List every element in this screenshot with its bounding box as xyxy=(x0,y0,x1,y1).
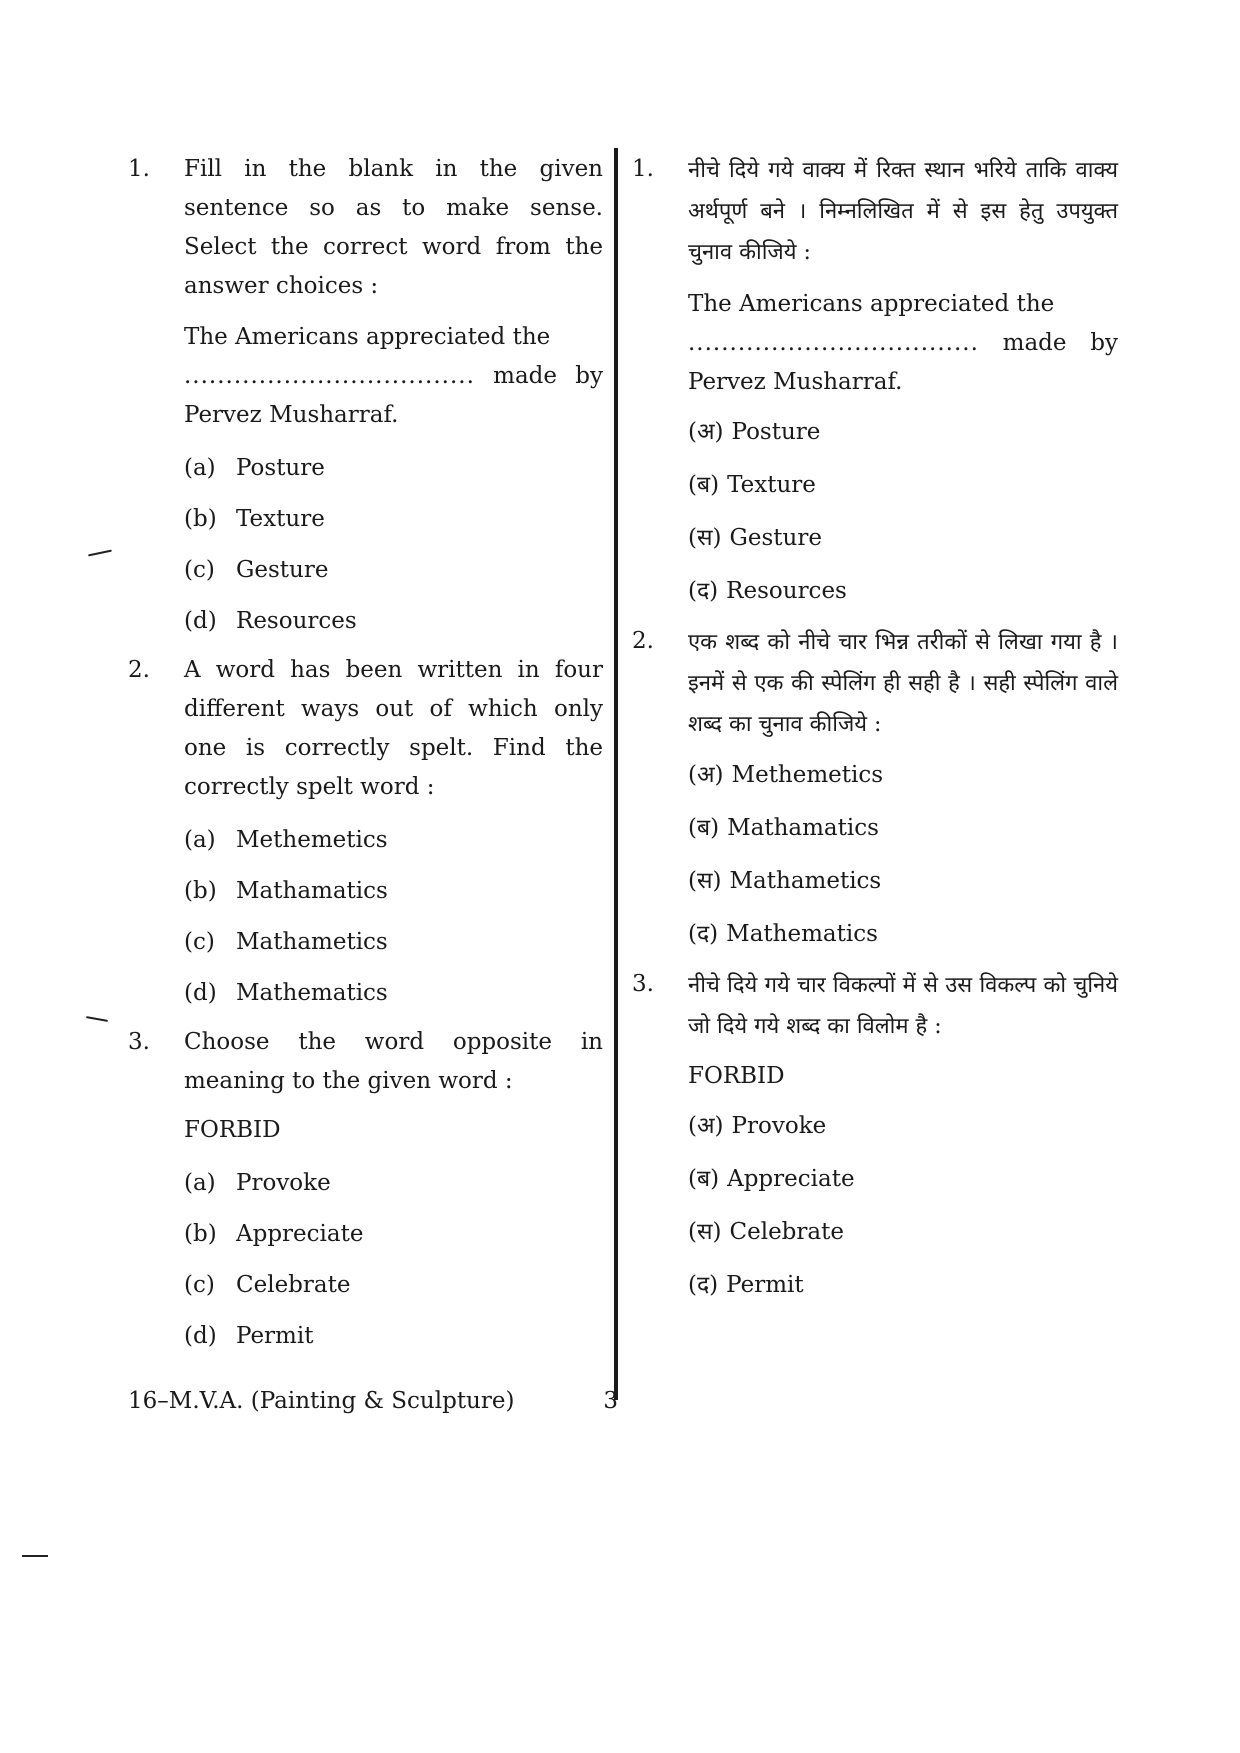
question-2-hi xyxy=(632,622,1118,961)
option-a xyxy=(688,1100,1118,1153)
option-label: (ब) xyxy=(688,472,720,498)
question-number: 2. xyxy=(632,628,654,654)
question-3-en xyxy=(128,1023,603,1362)
option-text: Celebrate xyxy=(729,1219,844,1245)
option-text: Posture xyxy=(236,455,325,481)
option-label: (b) xyxy=(184,506,217,532)
option-label: (द) xyxy=(688,578,719,604)
question-passage xyxy=(184,318,603,435)
options-list xyxy=(688,406,1118,618)
option-text: Mathamatics xyxy=(727,815,879,841)
scan-mark xyxy=(86,1016,108,1022)
option-text: Posture xyxy=(731,419,821,445)
option-text: Methemetics xyxy=(731,762,884,788)
option-label: (अ) xyxy=(688,1113,724,1139)
question-stem: Choose the word opposite in meaning to the given word : xyxy=(184,1029,603,1094)
passage-start: The Americans appreciated the xyxy=(688,291,1055,317)
option-text: Texture xyxy=(727,472,816,498)
option-text: Mathametics xyxy=(236,929,388,955)
question-number: 3. xyxy=(128,1029,150,1055)
option-text: Celebrate xyxy=(236,1272,351,1298)
option-text: Appreciate xyxy=(236,1221,364,1247)
option-c xyxy=(688,512,1118,565)
option-text: Gesture xyxy=(729,525,822,551)
option-a xyxy=(184,815,603,866)
passage-blank: ................................... xyxy=(688,330,979,356)
question-2-en xyxy=(128,651,603,1019)
question-stem: एक शब्द को नीचे चार भिन्न तरीकों से लिखा गया है । इनमें से एक की स्पेलिंग ही सही है । सही स्पेलिंग वाले शब्द का चुनाव कीजिये : xyxy=(688,630,1118,737)
question-number: 1. xyxy=(128,156,150,182)
option-text: Resources xyxy=(726,578,847,604)
option-label: (b) xyxy=(184,878,217,904)
option-text: Permit xyxy=(236,1323,314,1349)
question-1-en xyxy=(128,150,603,647)
passage-start: The Americans appreciated the xyxy=(184,324,551,350)
passage-end: made by Pervez Musharraf. xyxy=(184,363,603,428)
option-label: (a) xyxy=(184,1170,216,1196)
option-label: (अ) xyxy=(688,762,724,788)
question-stem: नीचे दिये गये चार विकल्पों में से उस विकल्प को चुनिये जो दिये गये शब्द का विलोम है : xyxy=(688,973,1118,1039)
option-text: Provoke xyxy=(236,1170,331,1196)
question-number: 1. xyxy=(632,156,654,182)
option-text: Gesture xyxy=(236,557,329,583)
option-d xyxy=(184,968,603,1019)
option-label: (ब) xyxy=(688,815,720,841)
page-number: 3 xyxy=(603,1388,618,1414)
option-d xyxy=(688,1259,1118,1312)
option-b xyxy=(688,802,1118,855)
scan-mark xyxy=(88,550,112,557)
option-b xyxy=(688,1153,1118,1206)
option-text: Provoke xyxy=(731,1113,827,1139)
option-d xyxy=(184,596,603,647)
question-number: 2. xyxy=(128,657,150,683)
option-text: Mathametics xyxy=(729,868,882,894)
option-label: (c) xyxy=(184,929,215,955)
option-d xyxy=(688,908,1118,961)
option-text: Mathematics xyxy=(726,921,878,947)
english-column xyxy=(128,150,603,1362)
option-label: (अ) xyxy=(688,419,724,445)
option-text: Permit xyxy=(726,1272,804,1298)
option-label: (c) xyxy=(184,557,215,583)
option-d xyxy=(688,565,1118,618)
question-1-hi xyxy=(632,150,1118,618)
option-a xyxy=(184,1158,603,1209)
option-a xyxy=(688,749,1118,802)
question-passage xyxy=(688,285,1118,402)
options-list xyxy=(688,749,1118,961)
question-stem: Fill in the blank in the given sentence so as to make sense. Select the correct word from the answer choices : xyxy=(184,156,603,299)
hindi-column xyxy=(632,150,1118,1312)
question-number: 3. xyxy=(632,971,654,997)
option-label: (d) xyxy=(184,1323,217,1349)
option-label: (b) xyxy=(184,1221,217,1247)
option-b xyxy=(184,1209,603,1260)
option-text: Mathamatics xyxy=(236,878,388,904)
given-word: FORBID xyxy=(184,1117,281,1143)
scan-mark xyxy=(22,1555,48,1557)
option-d xyxy=(184,1311,603,1362)
option-label: (ब) xyxy=(688,1166,720,1192)
question-stem: A word has been written in four different ways out of which only one is correctly spelt. Find the correctly spelt word : xyxy=(184,657,603,800)
option-label: (स) xyxy=(688,525,722,551)
question-3-hi xyxy=(632,965,1118,1312)
given-word: FORBID xyxy=(688,1063,785,1089)
option-label: (स) xyxy=(688,1219,722,1245)
option-c xyxy=(688,1206,1118,1259)
option-b xyxy=(184,494,603,545)
options-list xyxy=(688,1100,1118,1312)
option-text: Resources xyxy=(236,608,357,634)
option-label: (द) xyxy=(688,921,719,947)
option-text: Texture xyxy=(236,506,325,532)
option-b xyxy=(184,866,603,917)
option-label: (a) xyxy=(184,455,216,481)
options-list xyxy=(184,815,603,1019)
options-list xyxy=(184,1158,603,1362)
passage-end: made by Pervez Musharraf. xyxy=(688,330,1118,395)
option-b xyxy=(688,459,1118,512)
option-label: (द) xyxy=(688,1272,719,1298)
option-a xyxy=(184,443,603,494)
paper-code: 16–M.V.A. (Painting & Sculpture) xyxy=(128,1388,515,1414)
option-text: Mathematics xyxy=(236,980,388,1006)
option-a xyxy=(688,406,1118,459)
options-list xyxy=(184,443,603,647)
option-text: Appreciate xyxy=(727,1166,855,1192)
option-label: (a) xyxy=(184,827,216,853)
option-c xyxy=(184,917,603,968)
option-c xyxy=(184,545,603,596)
column-divider xyxy=(614,148,618,1400)
option-c xyxy=(688,855,1118,908)
option-label: (c) xyxy=(184,1272,215,1298)
option-c xyxy=(184,1260,603,1311)
passage-blank: ................................... xyxy=(184,363,475,389)
option-label: (d) xyxy=(184,608,217,634)
option-label: (d) xyxy=(184,980,217,1006)
option-label: (स) xyxy=(688,868,722,894)
question-stem: नीचे दिये गये वाक्य में रिक्त स्थान भरिये ताकि वाक्य अर्थपूर्ण बने । निम्नलिखित में से इस हेतु उपयुक्त चुनाव कीजिये : xyxy=(688,158,1118,265)
option-text: Methemetics xyxy=(236,827,388,853)
